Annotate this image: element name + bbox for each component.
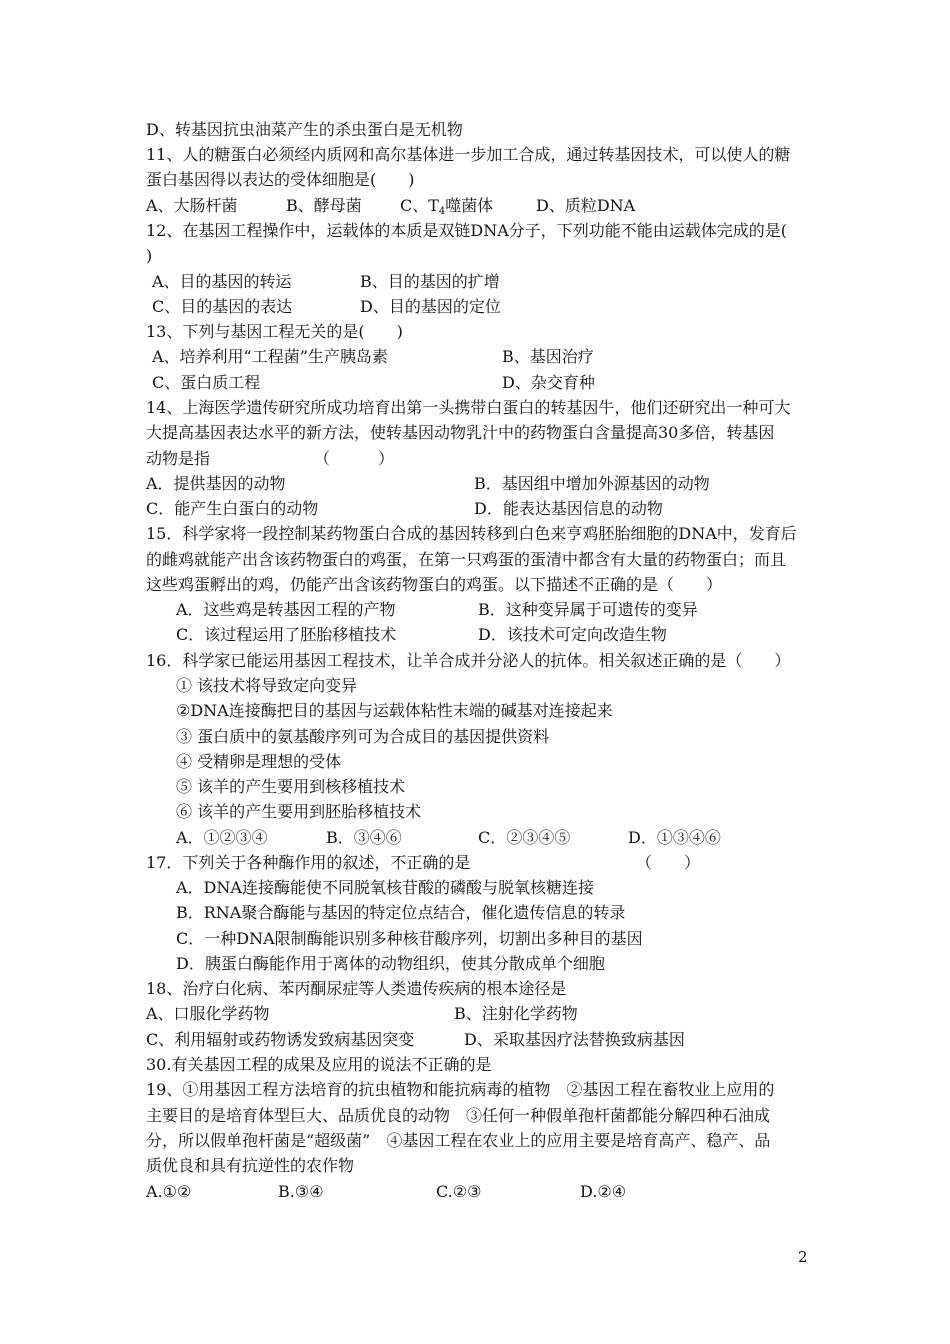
q16-stem: 16．科学家已能运用基因工程技术，让羊合成并分泌人的抗体。相关叙述正确的是（ ） (146, 651, 791, 670)
q13-option-c: C、蛋白质工程 (152, 373, 261, 392)
q19-stem-line3: 分，所以假单孢杆菌是“超级菌” ④基因工程在农业上的应用主要是培育高产、稳产、品 (146, 1131, 771, 1150)
q18-option-a: A、口服化学药物 (146, 1004, 270, 1023)
q15-stem-line3: 这些鸡蛋孵出的鸡，仍能产出含该药物蛋白的鸡蛋。以下描述不正确的是（ ） (146, 575, 723, 594)
q19-stem-line2: 主要目的是培育体型巨大、品质优良的动物 ③任何一种假单孢杆菌都能分解四种石油成 (146, 1106, 771, 1125)
q16-statement-3: ③ 蛋白质中的氨基酸序列可为合成目的基因提供资料 (176, 727, 550, 746)
q19-option-a: A.①② (146, 1182, 192, 1201)
q16-statement-4: ④ 受精卵是理想的受体 (176, 752, 342, 771)
q19-stem-line1: 19、①用基因工程方法培育的抗虫植物和能抗病毒的植物 ②基因工程在畜牧业上应用的 (146, 1080, 775, 1099)
q17-option-a: A．DNA连接酶能使不同脱氧核苷酸的磷酸与脱氧核糖连接 (176, 878, 594, 897)
q10-option-d: D、转基因抗虫油菜产生的杀虫蛋白是无机物 (146, 120, 463, 139)
q12-stem-line2: ) (146, 246, 153, 265)
q13-option-b: B、基因治疗 (502, 347, 594, 366)
q14-option-a: A．提供基因的动物 (146, 474, 286, 493)
q15-stem-line2: 的雌鸡就能产出含该药物蛋白的鸡蛋，在第一只鸡蛋的蛋清中都含有大量的药物蛋白；而且 (146, 550, 787, 569)
q19-option-c: C.②③ (436, 1182, 482, 1201)
q16-statement-2: ②DNA连接酶把目的基因与运载体粘性末端的碱基对连接起来 (176, 701, 613, 720)
q17-option-c: C．一种DNA限制酶能识别多种核苷酸序列，切割出多种目的基因 (176, 929, 643, 948)
q15-option-c: C．该过程运用了胚胎移植技术 (176, 625, 397, 644)
q17-answer-bracket: （ ） (636, 853, 701, 872)
q17-option-d: D．胰蛋白酶能作用于离体的动物组织，使其分散成单个细胞 (176, 954, 605, 973)
q16-statement-1: ① 该技术将导致定向变异 (176, 676, 358, 695)
q30-stem: 30.有关基因工程的成果及应用的说法不正确的是 (146, 1055, 492, 1074)
q16-statement-6: ⑥ 该羊的产生要用到胚胎移植技术 (176, 802, 422, 821)
q16-option-c: C．②③④⑤ (478, 828, 571, 847)
q15-option-d: D．该技术可定向改造生物 (478, 625, 667, 644)
q11-stem-line2: 蛋白基因得以表达的受体细胞是( ) (146, 170, 415, 189)
q11-option-a: A、大肠杆菌 (146, 196, 238, 215)
q15-option-a: A．这些鸡是转基因工程的产物 (176, 600, 396, 619)
q18-option-c: C、利用辐射或药物诱发致病基因突变 (146, 1030, 415, 1049)
q16-statement-5: ⑤ 该羊的产生要用到核移植技术 (176, 777, 406, 796)
q13-option-a: A、培养利用“工程菌”生产胰岛素 (152, 347, 388, 366)
q16-option-d: D．①③④⑥ (628, 828, 721, 847)
q12-stem-line1: 12、在基因工程操作中，运载体的本质是双链DNA分子，下列功能不能由运载体完成的是( (146, 221, 787, 240)
q18-option-d: D、采取基因疗法替换致病基因 (464, 1030, 685, 1049)
q11-option-b: B、酵母菌 (286, 196, 362, 215)
q15-option-b: B．这种变异属于可遗传的变异 (478, 600, 698, 619)
page-number: 2 (798, 1248, 808, 1266)
q12-option-c: C、目的基因的表达 (152, 297, 293, 316)
q14-stem-line3: 动物是指 （ ） (146, 449, 395, 468)
q13-stem: 13、下列与基因工程无关的是( ) (146, 322, 403, 341)
q12-option-a: A、目的基因的转运 (152, 272, 292, 291)
q12-option-b: B、目的基因的扩增 (360, 272, 500, 291)
q14-stem-line2: 大提高基因表达水平的新方法，使转基因动物乳汁中的药物蛋白含量提高30多倍，转基因 (146, 423, 775, 442)
q11-stem-line1: 11、人的糖蛋白必须经内质网和高尔基体进一步加工合成，通过转基因技术，可以使人的糖 (146, 145, 791, 164)
q17-stem: 17．下列关于各种酶作用的叙述，不正确的是 (146, 853, 471, 872)
q13-option-d: D、杂交育种 (502, 373, 595, 392)
q19-stem-line4: 质优良和具有抗逆性的农作物 (146, 1156, 355, 1175)
q19-option-b: B.③④ (278, 1182, 324, 1201)
q15-stem-line1: 15．科学家将一段控制某药物蛋白合成的基因转移到白色来亨鸡胚胎细胞的DNA中，发育后 (146, 524, 797, 543)
q12-option-d: D、目的基因的定位 (360, 297, 501, 316)
q14-stem-line1: 14、上海医学遗传研究所成功培育出第一头携带白蛋白的转基因牛，他们还研究出一种可大 (146, 398, 791, 417)
q11-option-d: D、质粒DNA (536, 196, 636, 215)
q11-option-c: C、$T_4$噬菌体 (400, 196, 494, 217)
q19-option-d: D.②④ (580, 1182, 627, 1201)
q14-option-b: B．基因组中增加外源基因的动物 (474, 474, 710, 493)
q18-option-b: B、注射化学药物 (454, 1004, 578, 1023)
q17-option-b: B．RNA聚合酶能与基因的特定位点结合，催化遗传信息的转录 (176, 903, 626, 922)
q18-stem: 18、治疗白化病、苯丙酮尿症等人类遗传疾病的根本途径是 (146, 979, 567, 998)
q16-option-b: B．③④⑥ (326, 828, 402, 847)
q14-option-c: C．能产生白蛋白的动物 (146, 499, 319, 518)
q14-option-d: D．能表达基因信息的动物 (474, 499, 663, 518)
q16-option-a: A．①②③④ (176, 828, 268, 847)
